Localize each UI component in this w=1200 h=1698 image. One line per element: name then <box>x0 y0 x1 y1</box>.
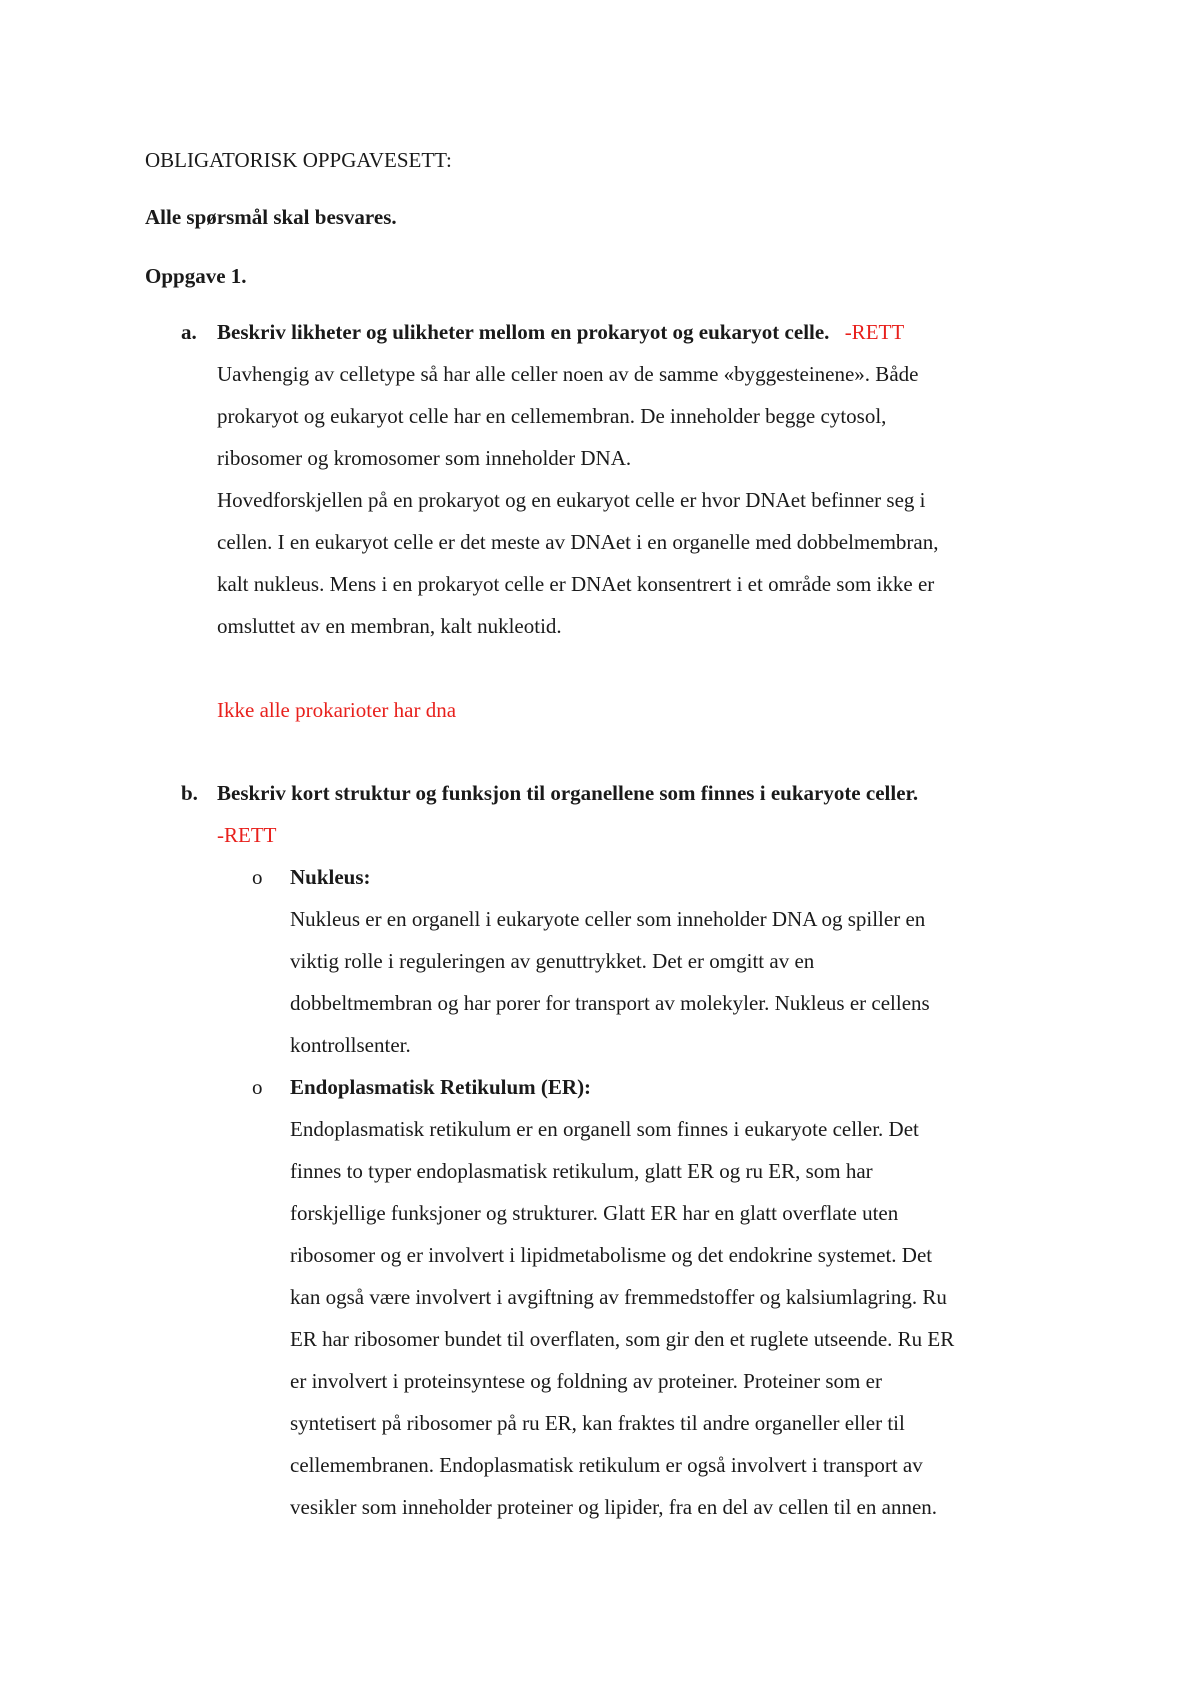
organelle-text-line: syntetisert på ribosomer på ru ER, kan fraktes til andre organeller eller til <box>290 1411 905 1435</box>
bullet-marker: o <box>252 865 263 889</box>
organelle-text-line: kontrollsenter. <box>290 1033 411 1057</box>
document-title: OBLIGATORISK OPPGAVESETT: <box>145 148 452 172</box>
organelle-text-line: viktig rolle i reguleringen av genuttrykket. Det er omgitt av en <box>290 949 815 973</box>
organelle-text-line: finnes to typer endoplasmatisk retikulum, glatt ER og ru ER, som har <box>290 1159 873 1183</box>
organelle-text-line: forskjellige funksjoner og strukturer. Glatt ER har en glatt overflate uten <box>290 1201 899 1225</box>
organelle-text-line: vesikler som inneholder proteiner og lipider, fra en del av cellen til en annen. <box>290 1495 938 1519</box>
bullet-marker: o <box>252 1075 263 1099</box>
answer-a-line: Hovedforskjellen på en prokaryot og en eukaryot celle er hvor DNAet befinner seg i <box>217 488 926 512</box>
task-heading: Oppgave 1. <box>145 264 247 288</box>
question-a <box>217 318 904 346</box>
organelle-heading: Endoplasmatisk Retikulum (ER): <box>290 1075 592 1099</box>
organelle-text-line: Nukleus er en organell i eukaryote celler som inneholder DNA og spiller en <box>290 907 926 931</box>
answer-a-line: omsluttet av en membran, kalt nukleotid. <box>217 614 562 638</box>
organelle-text-line: ribosomer og er involvert i lipidmetabolisme og det endokrine systemet. Det <box>290 1243 933 1267</box>
question-b-text: Beskriv kort struktur og funksjon til organellene som finnes i eukaryote celler. <box>217 781 919 805</box>
answer-a-line: kalt nukleus. Mens i en prokaryot celle er DNAet konsentrert i et område som ikke er <box>217 572 935 596</box>
organelle-text-line: ER har ribosomer bundet til overflaten, som gir den et ruglete utseende. Ru ER <box>290 1327 955 1351</box>
organelle-text-line: kan også være involvert i avgiftning av fremmedstoffer og kalsiumlagring. Ru <box>290 1285 947 1309</box>
answer-a-line: Uavhengig av celletype så har alle celler noen av de samme «byggesteinene». Både <box>217 362 919 386</box>
question-a-verdict: -RETT <box>844 320 905 344</box>
answer-a-line: cellen. I en eukaryot celle er det meste av DNAet i en organelle med dobbelmembran, <box>217 530 939 554</box>
answer-a-line: ribosomer og kromosomer som inneholder DNA. <box>217 446 632 470</box>
answer-a-line: prokaryot og eukaryot celle har en cellemembran. De inneholder begge cytosol, <box>217 404 887 428</box>
question-a-text: Beskriv likheter og ulikheter mellom en prokaryot og eukaryot celle. <box>217 320 830 344</box>
organelle-text-line: cellemembranen. Endoplasmatisk retikulum er også involvert i transport av <box>290 1453 923 1477</box>
organelle-text-line: Endoplasmatisk retikulum er en organell som finnes i eukaryote celler. Det <box>290 1117 919 1141</box>
instruction-text: Alle spørsmål skal besvares. <box>145 205 397 229</box>
organelle-heading: Nukleus: <box>290 865 371 889</box>
question-b-verdict: -RETT <box>217 823 277 847</box>
organelle-text-line: er involvert i proteinsyntese og foldning av proteiner. Proteiner som er <box>290 1369 882 1393</box>
organelle-text-line: dobbeltmembran og har porer for transport av molekyler. Nukleus er cellens <box>290 991 930 1015</box>
question-a-marker: a. <box>181 320 197 344</box>
feedback-comment: Ikke alle prokarioter har dna <box>217 698 457 722</box>
question-b-marker: b. <box>181 781 198 805</box>
